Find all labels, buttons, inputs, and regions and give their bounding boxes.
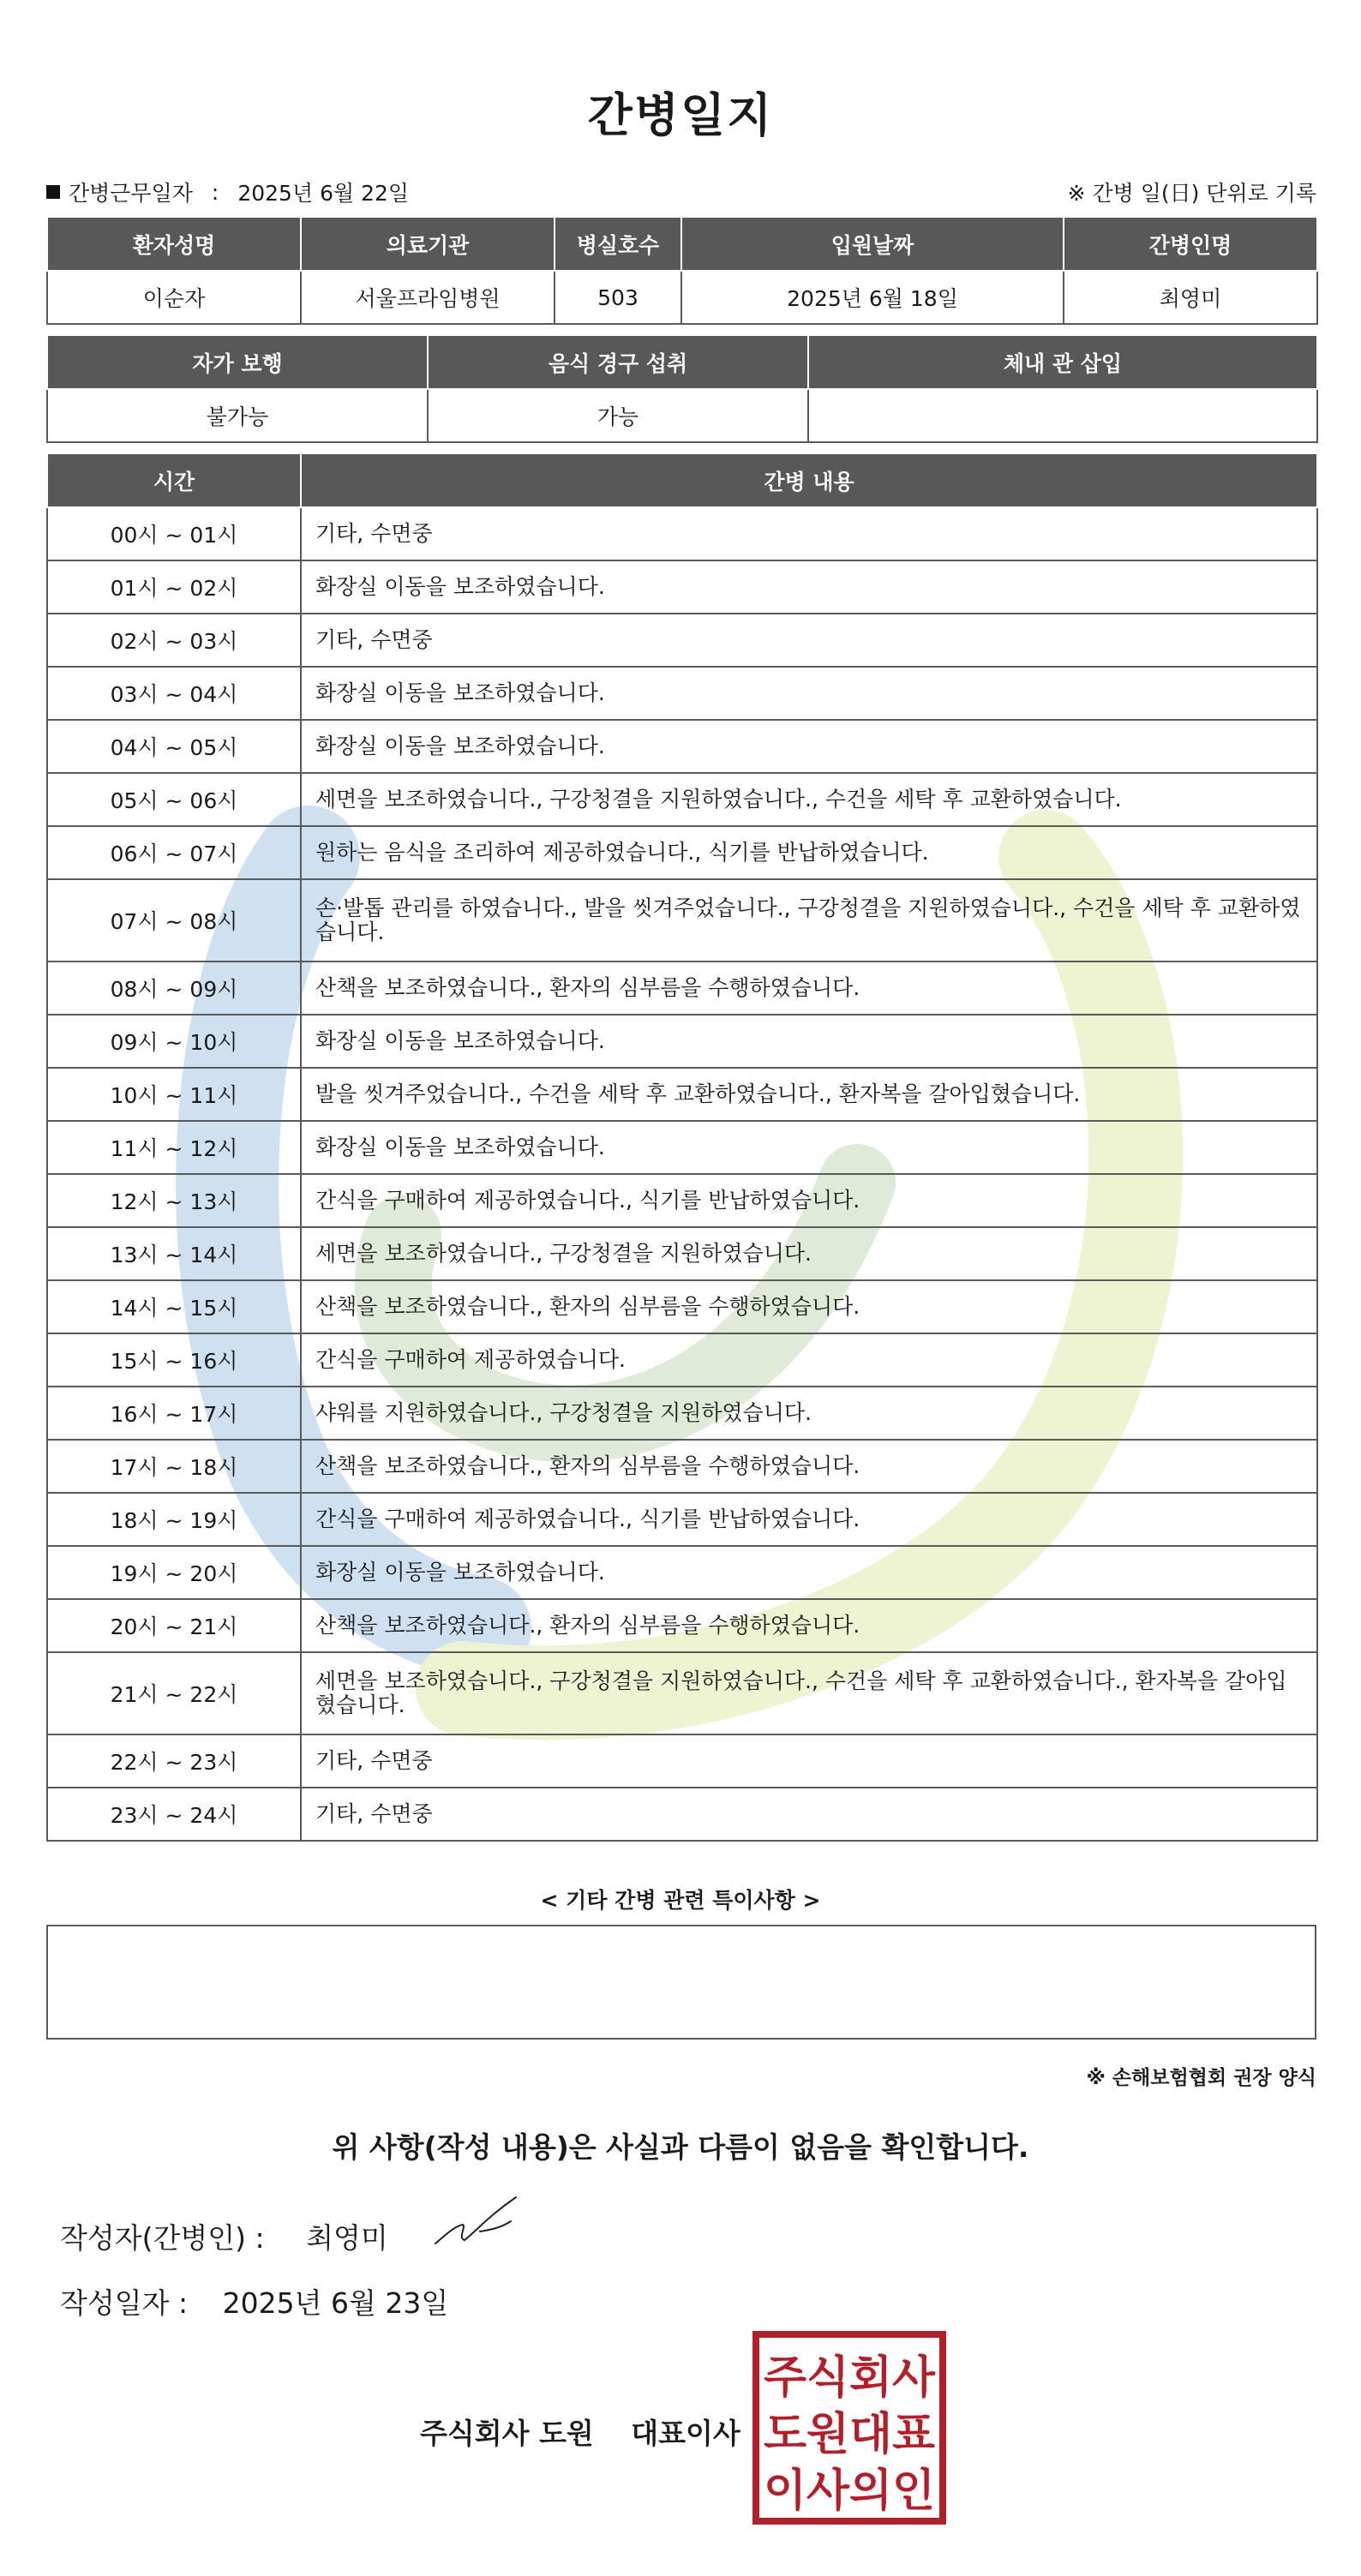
care-header-row: [47, 454, 1317, 507]
time-slot: 05시 ~ 06시: [47, 773, 301, 826]
header-caregiver: 간병인명: [1064, 218, 1317, 271]
time-slot: 00시 ~ 01시: [47, 507, 301, 560]
care-content: 산책을 보조하였습니다., 환자의 심부름을 수행하였습니다.: [301, 1599, 1317, 1652]
table-row: [47, 879, 1317, 962]
status-header-row: [47, 336, 1317, 389]
document-title: 간병일지: [587, 88, 774, 142]
care-content: 기타, 수면중: [301, 507, 1317, 560]
ceo-title: 대표이사: [631, 2417, 740, 2450]
work-date-colon: :: [211, 179, 219, 205]
room-number: 503: [555, 271, 681, 324]
time-slot: 06시 ~ 07시: [47, 826, 301, 879]
table-row: [47, 1121, 1317, 1174]
signature-icon: [429, 2190, 523, 2250]
table-row: [47, 1015, 1317, 1068]
header-patient-name: 환자성명: [47, 218, 301, 271]
table-row: [47, 1280, 1317, 1333]
care-content: 산책을 보조하였습니다., 환자의 심부름을 수행하였습니다.: [301, 1440, 1317, 1493]
time-slot: 20시 ~ 21시: [47, 1599, 301, 1652]
header-admission-date: 입원날짜: [681, 218, 1064, 271]
table-row: [47, 1387, 1317, 1440]
time-slot: 19시 ~ 20시: [47, 1546, 301, 1599]
header-room: 병실호수: [555, 218, 681, 271]
writer-label: 작성자(간병인) :: [60, 2221, 265, 2255]
time-slot: 09시 ~ 10시: [47, 1015, 301, 1068]
table-row: [47, 507, 1317, 560]
caregiver-name: 최영미: [1064, 271, 1317, 324]
care-content: 화장실 이동을 보조하였습니다.: [301, 720, 1317, 773]
patient-info-table: [46, 218, 1318, 325]
table-row: [47, 1440, 1317, 1493]
care-content: 화장실 이동을 보조하였습니다.: [301, 1121, 1317, 1174]
writer-name: 최영미: [306, 2221, 388, 2255]
admission-date: 2025년 6월 18일: [681, 271, 1064, 324]
written-date-row: [60, 2281, 448, 2321]
work-date-row: [46, 177, 409, 207]
header-time: 시간: [47, 454, 301, 507]
written-date-value: 2025년 6월 23일: [222, 2286, 449, 2320]
header-self-walking: 자가 보행: [47, 336, 428, 389]
table-row: [47, 1333, 1317, 1387]
care-content: 간식을 구매하여 제공하였습니다., 식기를 반납하였습니다.: [301, 1174, 1317, 1227]
writer-row: [60, 2216, 388, 2256]
time-slot: 07시 ~ 08시: [47, 879, 301, 962]
table-row: [47, 1788, 1317, 1841]
stamp-line-3: 이사의인: [764, 2465, 935, 2517]
written-date-label: 작성일자 :: [60, 2286, 189, 2320]
care-content: 원하는 음식을 조리하여 제공하였습니다., 식기를 반납하였습니다.: [301, 826, 1317, 879]
time-slot: 18시 ~ 19시: [47, 1493, 301, 1546]
time-slot: 03시 ~ 04시: [47, 667, 301, 720]
stamp-line-2: 도원대표: [764, 2409, 935, 2460]
table-row: [47, 560, 1317, 614]
time-slot: 22시 ~ 23시: [47, 1734, 301, 1788]
care-content: 간식을 구매하여 제공하였습니다.: [301, 1333, 1317, 1387]
care-content: 화장실 이동을 보조하였습니다.: [301, 667, 1317, 720]
company-seal-stamp: [752, 2331, 946, 2525]
status-value-row: [47, 389, 1317, 442]
table-row: [47, 1068, 1317, 1121]
time-slot: 21시 ~ 22시: [47, 1652, 301, 1734]
table-row: [47, 667, 1317, 720]
self-walking-value: 불가능: [47, 389, 428, 442]
stamp-line-1: 주식회사: [764, 2352, 936, 2404]
care-content: 발을 씻겨주었습니다., 수건을 세탁 후 교환하였습니다., 환자복을 갈아입혔습니다.: [301, 1068, 1317, 1121]
care-content: 기타, 수면중: [301, 614, 1317, 667]
recommended-form-note: ※ 손해보험협회 권장 양식: [1086, 2067, 1316, 2089]
header-tube-insertion: 체내 관 삽입: [808, 336, 1317, 389]
table-row: [47, 826, 1317, 879]
care-content: 산책을 보조하였습니다., 환자의 심부름을 수행하였습니다.: [301, 1280, 1317, 1333]
time-slot: 12시 ~ 13시: [47, 1174, 301, 1227]
care-content: 간식을 구매하여 제공하였습니다., 식기를 반납하였습니다.: [301, 1493, 1317, 1546]
time-slot: 17시 ~ 18시: [47, 1440, 301, 1493]
table-row: [47, 1493, 1317, 1546]
care-log-table: [46, 454, 1318, 1842]
header-hospital: 의료기관: [301, 218, 555, 271]
care-content: 화장실 이동을 보조하였습니다.: [301, 560, 1317, 614]
care-content: 화장실 이동을 보조하였습니다.: [301, 1015, 1317, 1068]
time-slot: 14시 ~ 15시: [47, 1280, 301, 1333]
patient-value-row: [47, 271, 1317, 324]
time-slot: 02시 ~ 03시: [47, 614, 301, 667]
table-row: [47, 1599, 1317, 1652]
care-content: 기타, 수면중: [301, 1788, 1317, 1841]
care-log-body: [47, 507, 1317, 1841]
table-row: [47, 1546, 1317, 1599]
care-content: 화장실 이동을 보조하였습니다.: [301, 1546, 1317, 1599]
unit-note: ※ 간병 일(日) 단위로 기록: [1067, 181, 1316, 206]
care-content: 세면을 보조하였습니다., 구강청결을 지원하였습니다.: [301, 1227, 1317, 1280]
time-slot: 04시 ~ 05시: [47, 720, 301, 773]
patient-name: 이순자: [47, 271, 301, 324]
patient-status-table: [46, 336, 1318, 443]
care-content: 산책을 보조하였습니다., 환자의 심부름을 수행하였습니다.: [301, 962, 1317, 1015]
company-name: 주식회사 도원: [420, 2417, 594, 2450]
table-row: [47, 773, 1317, 826]
bullet-square-icon: [46, 185, 60, 199]
time-slot: 08시 ~ 09시: [47, 962, 301, 1015]
hospital-name: 서울프라임병원: [301, 271, 555, 324]
header-oral-intake: 음식 경구 섭취: [428, 336, 808, 389]
special-notes-title: < 기타 간병 관련 특이사항 >: [540, 1888, 821, 1913]
care-content: 손·발톱 관리를 하였습니다., 발을 씻겨주었습니다., 구강청결을 지원하였습니다., 수건을 세탁 후 교환하였습니다.: [301, 879, 1317, 962]
oral-intake-value: 가능: [428, 389, 808, 442]
time-slot: 16시 ~ 17시: [47, 1387, 301, 1440]
table-row: [47, 1652, 1317, 1734]
tube-insertion-value: [808, 389, 1317, 442]
time-slot: 23시 ~ 24시: [47, 1788, 301, 1841]
confirmation-statement: 위 사항(작성 내용)은 사실과 다름이 없음을 확인합니다.: [332, 2130, 1029, 2164]
table-row: [47, 1227, 1317, 1280]
special-notes-box: [46, 1925, 1316, 2040]
care-content: 샤워를 지원하였습니다., 구강청결을 지원하였습니다.: [301, 1387, 1317, 1440]
time-slot: 15시 ~ 16시: [47, 1333, 301, 1387]
care-content: 세면을 보조하였습니다., 구강청결을 지원하였습니다., 수건을 세탁 후 교환하였습니다.: [301, 773, 1317, 826]
company-row: [420, 2411, 740, 2452]
care-content: 세면을 보조하였습니다., 구강청결을 지원하였습니다., 수건을 세탁 후 교환하였습니다., 환자복을 갈아입혔습니다.: [301, 1652, 1317, 1734]
time-slot: 11시 ~ 12시: [47, 1121, 301, 1174]
time-slot: 10시 ~ 11시: [47, 1068, 301, 1121]
patient-header-row: [47, 218, 1317, 271]
care-content: 기타, 수면중: [301, 1734, 1317, 1788]
time-slot: 13시 ~ 14시: [47, 1227, 301, 1280]
table-row: [47, 1174, 1317, 1227]
work-date-label: 간병근무일자: [69, 181, 193, 206]
work-date-value: 2025년 6월 22일: [237, 181, 410, 206]
time-slot: 01시 ~ 02시: [47, 560, 301, 614]
table-row: [47, 614, 1317, 667]
header-care-content: 간병 내용: [301, 454, 1317, 507]
table-row: [47, 720, 1317, 773]
table-row: [47, 1734, 1317, 1788]
table-row: [47, 962, 1317, 1015]
